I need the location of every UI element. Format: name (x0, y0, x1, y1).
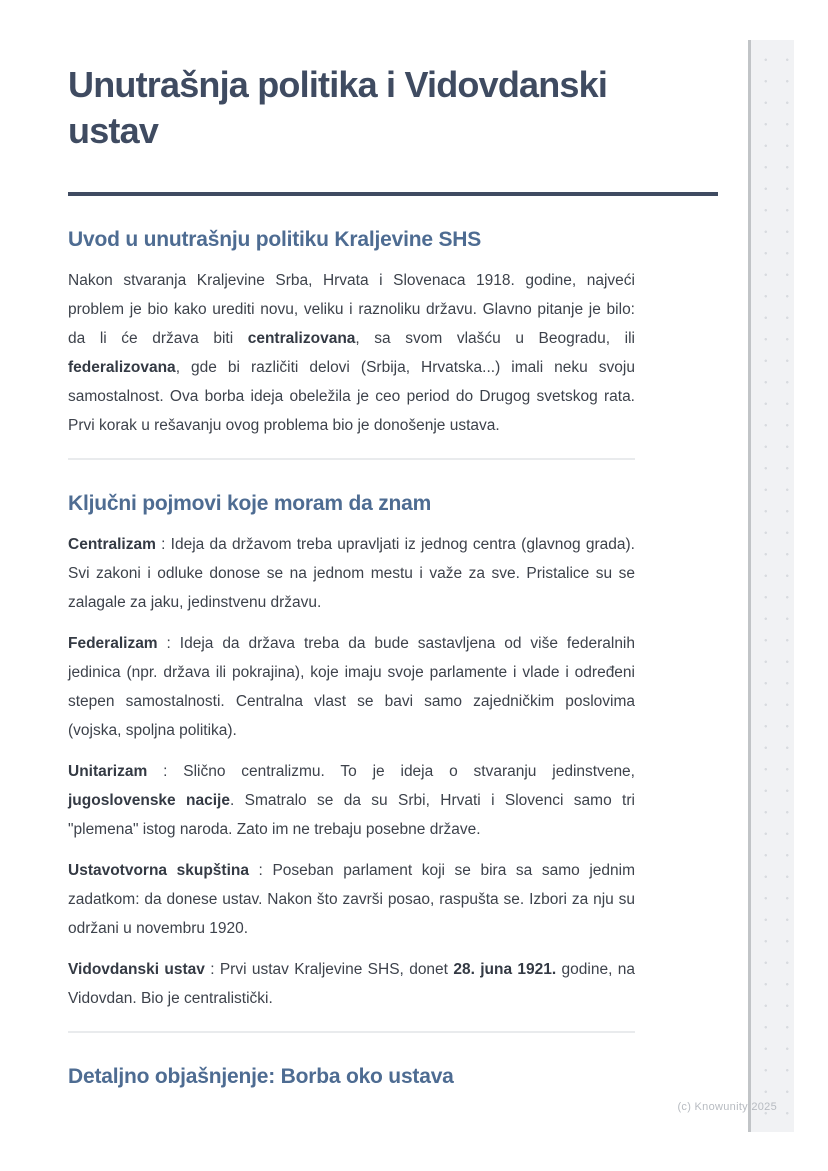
bold-term: Federalizam (68, 635, 158, 652)
text-run: : Ideja da država treba da bude sastavljena od više federalnih jedinica (npr. država ili pokrajina), koje imaju svoje parlamente i vlade i određeni stepen samostalnosti. Centralna vlast se bavi samo zajedničkim poslovima (vojska, spoljna politika). (68, 635, 635, 739)
paragraph (68, 629, 635, 745)
section-heading: Uvod u unutrašnju politiku Kraljevine SHS (68, 228, 482, 251)
bold-term: federalizovana (68, 359, 176, 376)
paragraph (68, 856, 635, 943)
section-heading: Ključni pojmovi koje moram da znam (68, 492, 432, 515)
page-title: Unutrašnja politika i Vidovdanski ustav (68, 64, 608, 151)
text-run: : Poseban parlament koji se bira sa samo jednim zadatkom: da donese ustav. Nakon što završi posao, raspušta se. Izbori za nju su održani u novembru 1920. (68, 862, 635, 937)
bold-term: Unitarizam (68, 763, 148, 780)
text-run: Nakon stvaranja Kraljevine Srba, Hrvata i Slovenaca 1918. godine, najveći problem je bio kako urediti novu, veliku i raznoliku državu. Glavno pitanje je bilo: da li će država biti (68, 272, 635, 347)
next-page-gutter (751, 40, 794, 1132)
paragraph (68, 757, 635, 844)
text-run: . Smatralo se da su Srbi, Hrvati i Slovenci samo tri "plemena" istog naroda. Zato im ne trebaju posebne države. (68, 792, 635, 838)
text-run: : Ideja da državom treba upravljati iz jednog centra (glavnog grada). Svi zakoni i odluke donose se na jednom mestu i važe za sve. Pristalice su se zalagale za jaku, jedinstvenu državu. (68, 536, 635, 611)
text-run: : Slično centralizmu. To je ideja o stvaranju jedinstvene, (147, 763, 635, 780)
text-run: , gde bi različiti delovi (Srbija, Hrvatska...) imali neku svoju samostalnost. Ova borba ideja obeležila je ceo period do Drugog svetskog rata. Prvi korak u rešavanju ovog problema bio je donošenje ustava. (68, 359, 635, 434)
section-heading: Detaljno objašnjenje: Borba oko ustava (68, 1065, 454, 1088)
text-run: godine, na Vidovdan. Bio je centralistički. (68, 961, 635, 1007)
text-run: : Prvi ustav Kraljevine SHS, donet (204, 961, 454, 978)
blocks (68, 226, 635, 1091)
bold-term: Centralizam (68, 536, 156, 553)
section-divider (68, 1031, 635, 1033)
paragraph (68, 955, 635, 1013)
bold-term: 28. juna 1921. (453, 961, 557, 978)
copyright-watermark: (c) Knowunity 2025 (677, 1101, 777, 1113)
section-divider (68, 458, 635, 460)
bold-term: Vidovdanski ustav (68, 961, 205, 978)
paragraph (68, 266, 635, 440)
page-content (68, 62, 718, 1091)
bold-term: centralizovana (247, 330, 356, 347)
paragraph (68, 530, 635, 617)
bold-term: jugoslovenske nacije (68, 792, 230, 809)
text-run: , sa svom vlašću u Beogradu, ili (355, 330, 635, 347)
bold-term: Ustavotvorna skupština (68, 862, 249, 879)
title-rule (68, 192, 718, 196)
